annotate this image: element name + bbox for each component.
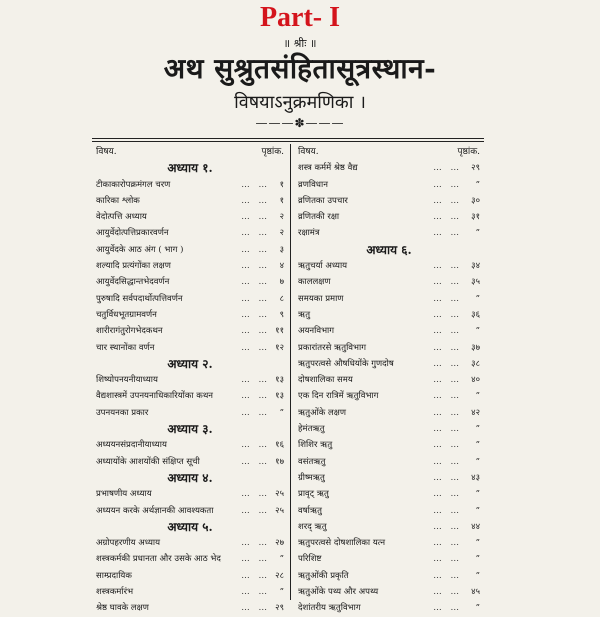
page-number: २८ (275, 570, 284, 581)
toc-entry (92, 388, 288, 404)
entry-label: चतुर्विधभूतग्रामवर्णन (96, 309, 157, 320)
toc-entry (294, 323, 484, 339)
toc-entry (92, 503, 288, 519)
page-number: १३ (275, 375, 284, 386)
entry-label: व्रणविधान (298, 179, 328, 190)
leader-dots: … … (241, 309, 270, 320)
chapter-heading (92, 421, 288, 437)
toc-entry (294, 356, 484, 372)
entry-label: ग्रीष्मऋतु (298, 472, 325, 483)
entry-label: समयका प्रमाण (298, 293, 344, 304)
toc-entry (92, 405, 288, 421)
toc-entry (294, 470, 484, 486)
chapter-label: अध्याय १. (167, 161, 213, 176)
entry-label: उपनयनका प्रकार (96, 407, 149, 418)
leader-dots: … … (241, 538, 270, 549)
page-number: ” (475, 179, 480, 190)
entry-label: साम्प्रदायिक (96, 570, 132, 581)
entry-label: अयनविभाग (298, 326, 335, 337)
entry-label: वर्षाऋतु (298, 505, 322, 516)
page-title: अथ सुश्रुतसंहितासूत्रस्थान- (163, 52, 437, 85)
entry-label: व्रणितकी रक्षा (298, 212, 340, 223)
toc-entry (92, 274, 288, 290)
page-number: २ (279, 212, 284, 223)
toc-entry (294, 503, 484, 519)
page-number: १७ (275, 456, 284, 467)
leader-dots: … … (433, 195, 462, 206)
toc-entry (92, 600, 288, 616)
entry-label: दोषशालिका समय (298, 375, 353, 386)
page-number: ” (475, 424, 480, 435)
page-number: ८ (279, 293, 284, 304)
toc-entry (92, 177, 288, 193)
entry-label: ऋतुपरत्वसे दोषशालिका यत्न (298, 538, 386, 549)
entry-label: वैद्यशास्त्रमें उपनयनाधिकारियोंका कथन (96, 391, 213, 402)
toc-entry (92, 258, 288, 274)
toc-entry (294, 551, 484, 567)
toc-entry (294, 388, 484, 404)
toc-entry (92, 372, 288, 388)
chapter-heading (92, 356, 288, 372)
entry-label: शस्त्रकर्मारंभ (96, 587, 134, 598)
toc-entry (294, 225, 484, 241)
page-number: पृष्ठांक. (457, 147, 480, 157)
entry-label: शरद् ऋतु (298, 521, 327, 532)
toc-entry (92, 307, 288, 323)
column-header (92, 144, 288, 160)
leader-dots: … … (433, 391, 462, 402)
entry-label: शस्त्र कर्ममें श्रेष्ठ वैद्य (298, 163, 358, 174)
leader-dots: … … (241, 277, 270, 288)
toc-entry (294, 291, 484, 307)
page-number: ” (279, 407, 284, 418)
toc-entry (92, 535, 288, 551)
page-number: २ (279, 228, 284, 239)
toc-entry (92, 225, 288, 241)
leader-dots: … … (433, 228, 462, 239)
entry-label: एक दिन रात्रिमें ऋतुविभाग (298, 391, 379, 402)
entry-label: ऋतुचर्या अध्याय (298, 261, 348, 272)
entry-label: प्रावृट् ऋतु (298, 489, 329, 500)
leader-dots: … … (241, 489, 270, 500)
toc-entry (294, 177, 484, 193)
page-number: ७ (279, 277, 284, 288)
entry-label: ऋतुओंके लक्षण (298, 407, 347, 418)
toc-entry (294, 274, 484, 290)
entry-label: चार स्थानोंका वर्णन (96, 342, 155, 353)
leader-dots: … … (241, 603, 270, 614)
page-number: ” (475, 456, 480, 467)
toc-entry (92, 454, 288, 470)
toc-entry (294, 340, 484, 356)
page-number: ” (475, 603, 480, 614)
page-number: १३ (275, 391, 284, 402)
page-number: ” (475, 538, 480, 549)
entry-label: आयुर्वेदके आठ अंग ( भाग ) (96, 244, 184, 255)
page-number: १ (279, 195, 284, 206)
page-number: ९ (279, 309, 284, 320)
page-subtitle: विषयाऽनुक्रमणिका । (234, 92, 366, 113)
entry-label: शिशिर ऋतु (298, 440, 333, 451)
toc-entry (294, 405, 484, 421)
entry-label: ऋतुओंके पथ्य और अपथ्य (298, 587, 379, 598)
leader-dots: … … (433, 261, 462, 272)
entry-label: आयुर्वेदोत्पत्तिप्रकारवर्णन (96, 228, 169, 239)
entry-label: श्रेष्ठ घावके लक्षण (96, 603, 149, 614)
page-number: ” (475, 391, 480, 402)
chapter-heading (92, 470, 288, 486)
toc-entry (92, 340, 288, 356)
toc-entry (92, 437, 288, 453)
column-header (294, 144, 484, 160)
chapter-label: अध्याय ५. (167, 519, 213, 534)
entry-label: वेदोत्पत्ति अध्याय (96, 212, 147, 223)
entry-label: कारिका श्लोक (96, 195, 140, 206)
leader-dots: … … (433, 570, 462, 581)
page-number: ३४ (471, 261, 480, 272)
chapter-heading (92, 160, 288, 176)
page-number: २९ (471, 163, 480, 174)
entry-label: रक्षामंत्र (298, 228, 320, 239)
page-number: २५ (275, 489, 284, 500)
leader-dots: … … (433, 179, 462, 190)
page-number: १२ (275, 342, 284, 353)
top-rule (92, 138, 484, 139)
leader-dots: … … (433, 521, 462, 532)
toc-entry (294, 421, 484, 437)
page-number: १६ (275, 440, 284, 451)
page-number: ” (475, 505, 480, 516)
page-number: ३८ (471, 358, 480, 369)
leader-dots: … … (433, 277, 462, 288)
leader-dots: … … (433, 375, 462, 386)
leader-dots: … … (433, 538, 462, 549)
leader-dots: … … (433, 293, 462, 304)
leader-dots: … … (433, 587, 462, 598)
toc-left-column (92, 144, 288, 617)
entry-label: ऋतुओंकी प्रकृति (298, 570, 349, 581)
page-number: ४३ (471, 472, 480, 483)
page-number: ३७ (471, 342, 480, 353)
page-number: ” (475, 326, 480, 337)
entry-label: प्रकारांतरसे ऋतुविभाग (298, 342, 366, 353)
leader-dots: … … (433, 456, 462, 467)
entry-label: वसंतऋतु (298, 456, 326, 467)
leader-dots: … … (241, 570, 270, 581)
leader-dots: … … (433, 554, 462, 565)
entry-label: शारीरागंतुरोगभेदकथन (96, 326, 163, 337)
entry-label: अग्रोपहरणीय अध्याय (96, 538, 161, 549)
page-number: २७ (275, 538, 284, 549)
page-number: ३१ (471, 212, 480, 223)
leader-dots: … … (433, 309, 462, 320)
entry-label: ऋतुपरत्वसे औषधियोंके गुणदोष (298, 358, 394, 369)
entry-label: काललक्षण (298, 277, 331, 288)
page-number: ३५ (471, 277, 480, 288)
chapter-heading (294, 242, 484, 258)
page-number: ४४ (471, 521, 480, 532)
entry-label: ऋतु (298, 309, 311, 320)
leader-dots: … … (241, 440, 270, 451)
leader-dots: … … (433, 407, 462, 418)
entry-label: हेमंतऋतु (298, 424, 325, 435)
entry-label: अध्यायोंके आशयोंकी संक्षिप्त सूची (96, 456, 200, 467)
leader-dots: … … (241, 261, 270, 272)
toc-entry (294, 519, 484, 535)
column-divider (290, 144, 291, 600)
leader-dots: … … (241, 293, 270, 304)
toc-entry (294, 160, 484, 176)
entry-label: देशांतरीय ऋतुविभाग (298, 603, 361, 614)
leader-dots: … … (241, 505, 270, 516)
entry-label: प्रभाषणीय अध्याय (96, 489, 152, 500)
chapter-heading (92, 519, 288, 535)
toc-entry (92, 568, 288, 584)
page-number: ” (475, 489, 480, 500)
entry-label: व्रणितका उपचार (298, 195, 348, 206)
toc-entry (294, 193, 484, 209)
toc-entry (294, 454, 484, 470)
page-number: ३६ (471, 309, 480, 320)
entry-label: परिशिष्ट (298, 554, 322, 565)
leader-dots: … … (241, 587, 270, 598)
page-number: पृष्ठांक. (261, 147, 284, 157)
page-number: २९ (275, 603, 284, 614)
toc-entry (294, 486, 484, 502)
toc-entry (294, 437, 484, 453)
page-number: ३ (279, 244, 284, 255)
leader-dots: … … (433, 603, 462, 614)
leader-dots: … … (433, 505, 462, 516)
leader-dots: … … (241, 407, 270, 418)
page-number: ” (475, 440, 480, 451)
page-number: ४५ (471, 587, 480, 598)
entry-label: पुरुषादि सर्वपदार्थोत्पत्तिवर्णन (96, 293, 183, 304)
entry-label: आयुर्वेदसिद्धान्तभेदवर्णन (96, 277, 170, 288)
leader-dots: … … (433, 440, 462, 451)
entry-label: विषय. (298, 147, 319, 157)
entry-label: टीकाकारोपक्रमंगल चरण (96, 179, 171, 190)
toc-entry (92, 551, 288, 567)
toc-entry (92, 209, 288, 225)
leader-dots: … … (241, 179, 270, 190)
leader-dots: … … (241, 456, 270, 467)
leader-dots: … … (241, 554, 270, 565)
toc-entry (92, 193, 288, 209)
toc-entry (92, 486, 288, 502)
page-number: ” (475, 554, 480, 565)
entry-label: अध्ययन करके अर्थज्ञानकी आवश्यकता (96, 505, 214, 516)
leader-dots: … … (433, 326, 462, 337)
leader-dots: … … (241, 244, 270, 255)
chapter-label: अध्याय ४. (167, 470, 213, 485)
page-number: ४२ (471, 407, 480, 418)
page-number: १ (279, 179, 284, 190)
chapter-label: अध्याय २. (167, 356, 213, 371)
toc-right-column (294, 144, 484, 617)
toc-entry (294, 568, 484, 584)
toc-entry (294, 584, 484, 600)
toc-entry (294, 209, 484, 225)
leader-dots: … … (241, 212, 270, 223)
page-number: ३० (471, 195, 480, 206)
leader-dots: … … (241, 342, 270, 353)
entry-label: शिष्योपनयनीयाध्याय (96, 375, 158, 386)
leader-dots: … … (433, 472, 462, 483)
leader-dots: … … (433, 342, 462, 353)
page-number: ” (475, 228, 480, 239)
toc-entry (92, 242, 288, 258)
entry-label: अध्ययनसंप्रदानीयाध्याय (96, 440, 167, 451)
leader-dots: … … (241, 326, 270, 337)
entry-label: विषय. (96, 147, 117, 157)
leader-dots: … … (433, 424, 462, 435)
page-number: २५ (275, 505, 284, 516)
leader-dots: … … (433, 489, 462, 500)
part-heading: Part- I (259, 2, 341, 33)
page-number: ४० (471, 375, 480, 386)
leader-dots: … … (241, 228, 270, 239)
leader-dots: … … (241, 391, 270, 402)
toc-entry (92, 323, 288, 339)
leader-dots: … … (433, 163, 462, 174)
page-number: ११ (275, 326, 284, 337)
toc-entry (92, 584, 288, 600)
top-rule-inner (92, 141, 484, 142)
toc-entry (294, 600, 484, 616)
page-number: ४ (279, 261, 284, 272)
toc-entry (294, 535, 484, 551)
page-number: ” (475, 570, 480, 581)
entry-label: शल्यादि प्रत्यंगोंका लक्षण (96, 261, 171, 272)
leader-dots: … … (241, 195, 270, 206)
toc-entry (294, 307, 484, 323)
page-number: ” (279, 554, 284, 565)
leader-dots: … … (241, 375, 270, 386)
toc-entry (294, 258, 484, 274)
page-number: ” (279, 587, 284, 598)
page-number: ” (475, 293, 480, 304)
chapter-label: अध्याय ६. (366, 242, 412, 257)
toc-entry (294, 372, 484, 388)
chapter-label: अध्याय ३. (167, 422, 213, 437)
ornament-divider: ———✽——— (255, 116, 345, 130)
entry-label: शस्त्रकर्मकी प्रधानता और उसके आठ भेद (96, 554, 221, 565)
leader-dots: … … (433, 358, 462, 369)
invocation: ॥ श्रीः ॥ (283, 37, 317, 50)
toc-entry (92, 291, 288, 307)
leader-dots: … … (433, 212, 462, 223)
